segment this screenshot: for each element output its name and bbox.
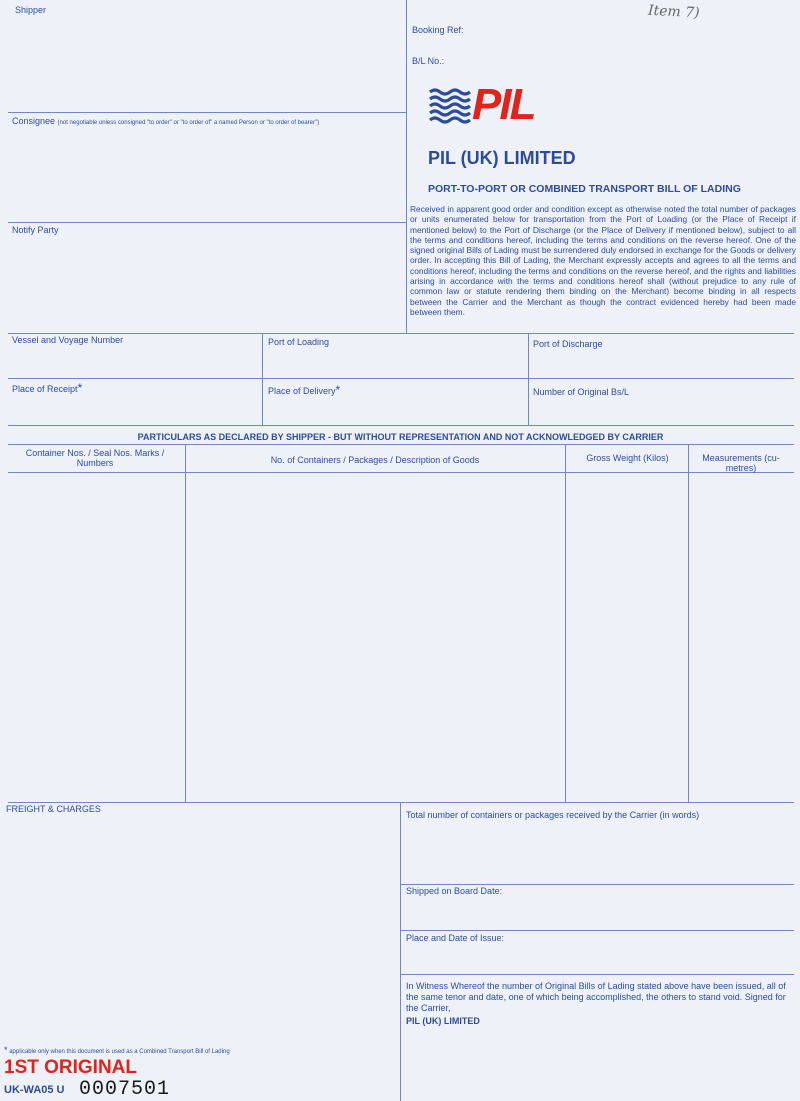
divider — [8, 425, 794, 426]
reverse-print-texture — [200, 480, 560, 800]
divider — [8, 112, 406, 113]
witness-company: PIL (UK) LIMITED — [406, 1016, 480, 1026]
terms-paragraph: Received in apparent good order and condition except as otherwise noted the total number of packages or units enumerated below for transportation from the Port of Loading (or the Place of Receipt if mentioned below) to the Port of Discharge (or the Place of Delivery if mentioned below), subject to all the terms and conditions hereof, including the terms and conditions on the reverse hereof. One of the signed original Bills of Lading must be surrendered duly endorsed in exchange for the Goods or delivery order. In accepting this Bill of Lading, the Merchant expressly accepts and agrees to all the terms and conditions hereof, including the terms and conditions on the reverse hereof, and the rights and liabilities arising in accordance with the terms and conditions hereof shall (without prejudice to any rule of common law or statute rendering them binding on the Merchant) become binding in all respects between the Carrier and the Merchant as though the contract evidenced hereby had been made between them. — [410, 204, 796, 317]
consignee-field — [12, 116, 319, 126]
number-originals-label: Number of Original Bs/L — [533, 387, 630, 397]
notify-party-label: Notify Party — [12, 225, 59, 235]
witness-text: In Witness Whereof the number of Original Bills of Lading stated above have been issued, all of the same tenor and date, one of which being accomplished, the others to stand void. Signed for the Carrier, — [406, 981, 786, 1013]
document-title: PORT-TO-PORT OR COMBINED TRANSPORT BILL OF LADING — [428, 183, 741, 195]
asterisk-mark: * — [77, 381, 83, 395]
divider — [400, 884, 794, 885]
place-receipt-field — [12, 381, 82, 395]
applicable-note-text: applicable only when this document is used as a Combined Transport Bill of Lading — [9, 1049, 230, 1055]
place-date-issue-label: Place and Date of Issue: — [406, 933, 505, 943]
port-loading-label: Port of Loading — [268, 337, 330, 347]
applicable-note — [4, 1045, 230, 1055]
handwritten-annotation: Item 7) — [647, 2, 700, 22]
asterisk-mark: * — [335, 383, 341, 397]
divider — [185, 444, 186, 802]
place-delivery-field — [268, 383, 340, 397]
divider — [8, 472, 794, 473]
place-receipt-label: Place of Receipt — [12, 384, 78, 394]
divider — [528, 333, 529, 425]
divider — [8, 378, 794, 379]
consignee-label: Consignee — [12, 116, 56, 126]
col-marks-header: Container Nos. / Seal Nos. Marks / Numbers — [25, 448, 165, 468]
divider — [400, 802, 401, 1101]
total-containers-label: Total number of containers or packages received by the Carrier (in words) — [406, 810, 700, 820]
divider — [262, 333, 263, 425]
divider — [400, 930, 794, 931]
booking-ref-label: Booking Ref: — [412, 25, 464, 35]
divider — [8, 333, 794, 334]
divider — [688, 444, 689, 802]
shipper-label: Shipper — [15, 5, 47, 15]
original-stamp: 1ST ORIGINAL — [4, 1057, 138, 1078]
col-weight-header: Gross Weight (Kilos) — [586, 453, 669, 463]
particulars-heading: PARTICULARS AS DECLARED BY SHIPPER - BUT WITHOUT REPRESENTATION AND NOT ACKNOWLEDGED BY CARRIER — [137, 432, 664, 442]
port-discharge-label: Port of Discharge — [533, 339, 603, 349]
shipped-on-board-label: Shipped on Board Date: — [406, 886, 503, 896]
form-number: UK-WA05 U — [4, 1084, 65, 1096]
col-description-header: No. of Containers / Packages / Description of Goods — [270, 455, 480, 465]
divider — [8, 222, 406, 223]
vessel-voyage-label: Vessel and Voyage Number — [12, 335, 124, 345]
divider — [400, 974, 794, 975]
bl-number-label: B/L No.: — [412, 56, 445, 66]
freight-charges-label: FREIGHT & CHARGES — [6, 804, 101, 814]
place-delivery-label: Place of Delivery — [268, 386, 336, 396]
divider — [406, 0, 407, 333]
pil-logo: PIL — [472, 80, 535, 129]
serial-number: 0007501 — [79, 1078, 171, 1101]
company-name: PIL (UK) LIMITED — [428, 148, 576, 168]
divider — [8, 802, 794, 803]
divider — [8, 444, 794, 445]
col-measurements-header: Measurements (cu-metres) — [702, 453, 780, 473]
divider — [565, 444, 566, 802]
asterisk-mark: * — [4, 1045, 8, 1055]
consignee-note: (not negotiable unless consigned "to order" or "to order of" a named Person or "to order of bearer") — [57, 120, 320, 126]
